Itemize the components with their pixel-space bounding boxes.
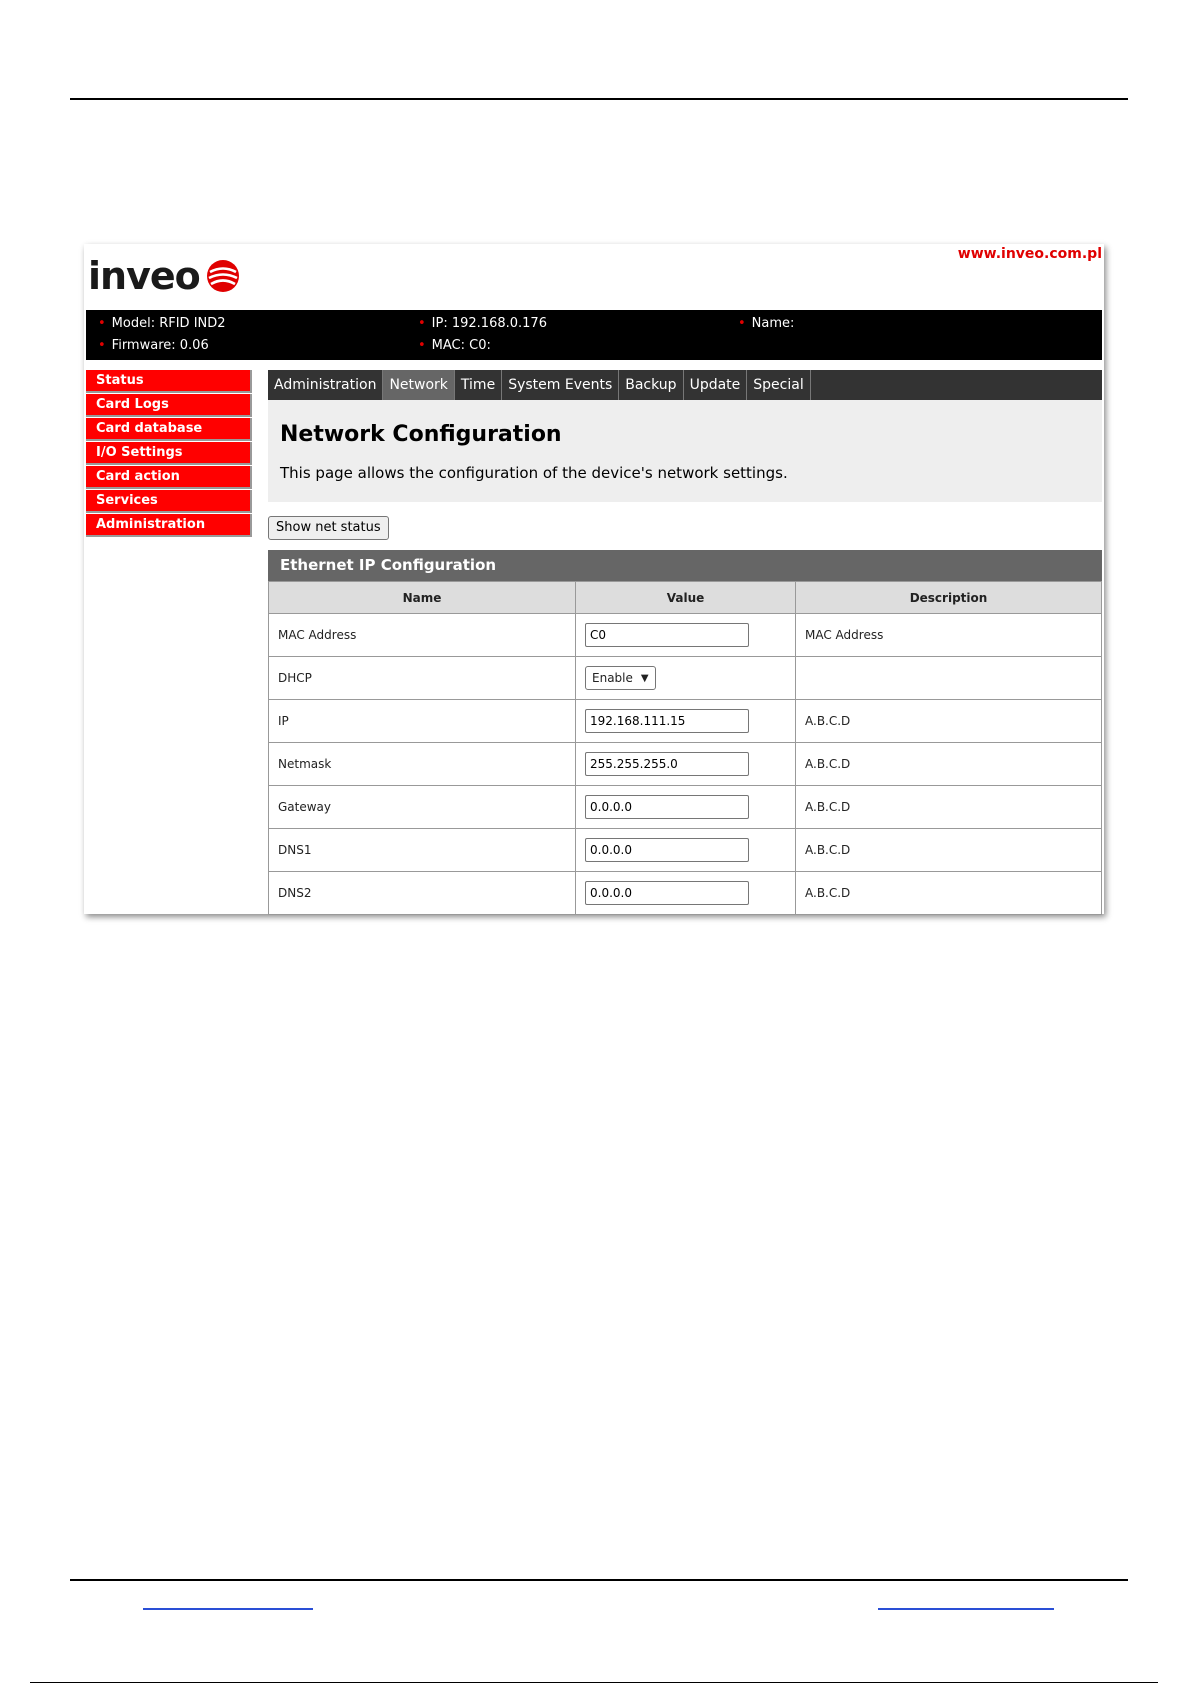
table-row bbox=[269, 614, 1102, 657]
row-name: Netmask bbox=[269, 743, 576, 786]
table-row bbox=[269, 743, 1102, 786]
name-text: Name: bbox=[751, 316, 795, 331]
chevron-down-icon: ▼ bbox=[640, 672, 649, 684]
row-description: MAC Address bbox=[796, 614, 1102, 657]
row-name: DHCP bbox=[269, 657, 576, 700]
dns2-input[interactable] bbox=[585, 881, 749, 905]
sidebar-item-io-settings[interactable]: I/O Settings bbox=[86, 442, 252, 465]
model-text: Model: RFID IND2 bbox=[111, 316, 226, 331]
intro-panel bbox=[268, 400, 1102, 502]
tab-network[interactable]: Network bbox=[383, 370, 454, 400]
row-name: IP bbox=[269, 700, 576, 743]
row-value bbox=[576, 829, 796, 872]
sidebar-item-services[interactable]: Services bbox=[86, 490, 252, 513]
row-value bbox=[576, 657, 796, 700]
row-value bbox=[576, 700, 796, 743]
model-info bbox=[98, 313, 226, 335]
dhcp-selected-value: Enable bbox=[592, 671, 633, 685]
ip-text: IP: 192.168.0.176 bbox=[431, 316, 547, 331]
page-description: This page allows the configuration of the device's network settings. bbox=[280, 464, 788, 482]
column-header-value: Value bbox=[576, 582, 796, 614]
dns1-input[interactable] bbox=[585, 838, 749, 862]
bullet-icon: • bbox=[418, 338, 426, 353]
tab-bar bbox=[268, 370, 1102, 400]
inveo-logo bbox=[88, 256, 240, 296]
row-value bbox=[576, 786, 796, 829]
footer-link-left[interactable] bbox=[143, 1608, 313, 1610]
row-description: A.B.C.D bbox=[796, 872, 1102, 915]
sidebar-item-card-logs[interactable]: Card Logs bbox=[86, 394, 252, 417]
column-header-name: Name bbox=[269, 582, 576, 614]
bullet-icon: • bbox=[98, 338, 106, 353]
bullet-icon: • bbox=[98, 316, 106, 331]
footer-link-right[interactable] bbox=[878, 1608, 1054, 1610]
row-description: A.B.C.D bbox=[796, 829, 1102, 872]
name-info bbox=[738, 313, 794, 335]
sidebar-item-administration[interactable]: Administration bbox=[86, 514, 252, 537]
logo-text: inveo bbox=[88, 254, 200, 298]
inveo-logo-icon bbox=[206, 259, 240, 293]
show-net-status-button[interactable]: Show net status bbox=[268, 516, 389, 540]
row-value bbox=[576, 614, 796, 657]
netmask-input[interactable] bbox=[585, 752, 749, 776]
mac-text: MAC: C0: bbox=[431, 338, 491, 353]
tab-update[interactable]: Update bbox=[684, 370, 748, 400]
page-top-rule bbox=[70, 98, 1128, 100]
table-row bbox=[269, 872, 1102, 915]
mac-info bbox=[418, 335, 491, 357]
firmware-info bbox=[98, 335, 209, 357]
row-name: MAC Address bbox=[269, 614, 576, 657]
table-row bbox=[269, 786, 1102, 829]
row-value bbox=[576, 872, 796, 915]
sidebar-menu bbox=[86, 370, 252, 538]
page-bottom-rule bbox=[70, 1579, 1128, 1581]
ip-info bbox=[418, 313, 547, 335]
ip-input[interactable] bbox=[585, 709, 749, 733]
site-url-link[interactable]: www.inveo.com.pl bbox=[957, 246, 1102, 262]
tab-backup[interactable]: Backup bbox=[619, 370, 683, 400]
table-row bbox=[269, 829, 1102, 872]
gateway-input[interactable] bbox=[585, 795, 749, 819]
row-description: A.B.C.D bbox=[796, 743, 1102, 786]
section-header: Ethernet IP Configuration bbox=[268, 550, 1102, 581]
mac-address-input[interactable] bbox=[585, 623, 749, 647]
tab-system-events[interactable]: System Events bbox=[502, 370, 619, 400]
page-title: Network Configuration bbox=[280, 422, 562, 447]
tab-time[interactable]: Time bbox=[455, 370, 502, 400]
row-description bbox=[796, 657, 1102, 700]
table-header-row bbox=[269, 582, 1102, 614]
bullet-icon: • bbox=[738, 316, 746, 331]
firmware-text: Firmware: 0.06 bbox=[111, 338, 209, 353]
row-description: A.B.C.D bbox=[796, 700, 1102, 743]
page-last-rule bbox=[30, 1682, 1158, 1683]
column-header-description: Description bbox=[796, 582, 1102, 614]
row-name: Gateway bbox=[269, 786, 576, 829]
sidebar-item-card-database[interactable]: Card database bbox=[86, 418, 252, 441]
device-info-bar bbox=[86, 310, 1102, 360]
tab-administration[interactable]: Administration bbox=[268, 370, 383, 400]
row-name: DNS1 bbox=[269, 829, 576, 872]
bullet-icon: • bbox=[418, 316, 426, 331]
row-name: DNS2 bbox=[269, 872, 576, 915]
sidebar-item-card-action[interactable]: Card action bbox=[86, 466, 252, 489]
tab-special[interactable]: Special bbox=[747, 370, 810, 400]
ethernet-config-table bbox=[268, 581, 1102, 915]
table-row bbox=[269, 657, 1102, 700]
dhcp-select[interactable] bbox=[585, 666, 656, 690]
table-row bbox=[269, 700, 1102, 743]
screenshot-frame bbox=[84, 244, 1104, 914]
sidebar-item-status[interactable]: Status bbox=[86, 370, 252, 393]
row-value bbox=[576, 743, 796, 786]
row-description: A.B.C.D bbox=[796, 786, 1102, 829]
